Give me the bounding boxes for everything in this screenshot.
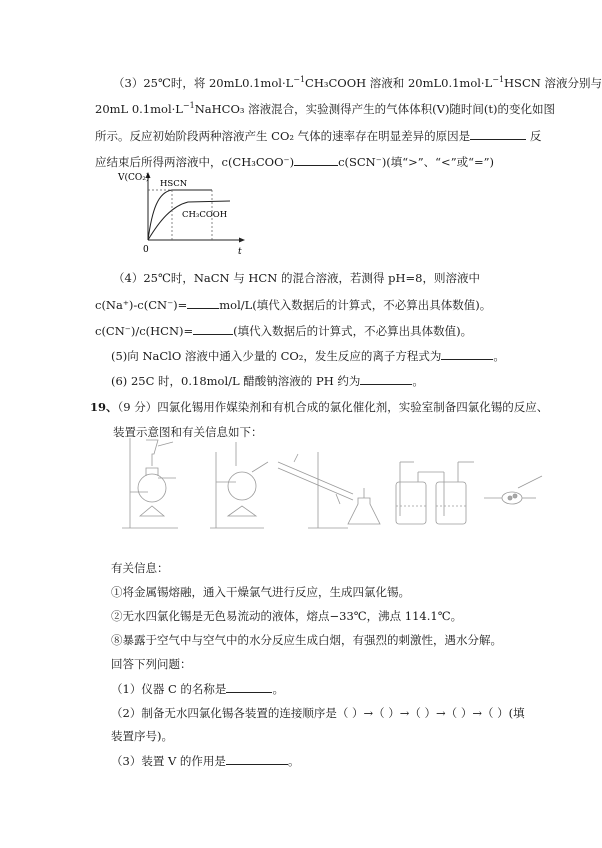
info-item-3: ⑧暴露于空气中与空气中的水分反应生成白烟，有强烈的刺激性，遇水分解。 [111,633,502,647]
ch3cooh-curve [148,201,230,240]
answer-blank[interactable] [226,680,272,693]
sub-question-3: （3）装置 V 的作用是 。 [111,754,300,768]
answer-blank[interactable] [294,153,338,166]
answer-blank[interactable] [441,347,493,360]
q3-line-3: 所示。反应初始阶段两种溶液产生 CO₂ 气体的速率存在明显差异的原因是 反 [95,129,542,143]
answer-blank[interactable] [470,127,526,140]
x-axis-arrow [239,238,245,243]
q19-line-2: 装置示意图和有关信息如下： [113,425,263,439]
sub-question-2-cont: 装置序号)。 [111,729,173,743]
apparatus-receiving-flask [348,488,380,524]
q3-line-1: （3）25℃时，将 $20mL0.1mol\cdot L^{-1}CH_3COOH$ 溶液和 $20mL0.1mol\cdot L^{-1}HSCN$ 溶液分别与 [113,75,602,90]
q6-line: (6) 25C 时，0.18mol/L 醋酸钠溶液的 PH 约为 。 [111,374,424,388]
hscn-label: HSCN [160,179,188,189]
q3-line-2: 20mL $0.1mol\cdot L^{-1}NaHCO_3$ 溶液混合，实验测得产生的气体体积(V)随时间(t)的变化如图 [95,101,556,116]
info-title: 有关信息： [111,561,169,575]
q4-line-2: c(Na⁺)-c(CN⁻)= mol/L(填代入数据后的计算式，不必算出具体数值)。 [95,298,492,312]
origin-label: 0 [143,245,149,255]
apparatus-flask-with-funnel [122,438,178,528]
apparatus-drying-tube [484,476,542,504]
q4-line-3: c(CN⁻)/c(HCN)= (填代入数据后的计算式，不必算出具体数值)。 [95,324,473,338]
ch3cooh-label: CH₃COOH [182,210,228,220]
answer-blank[interactable] [360,372,412,385]
info-item-2: ②无水四氯化锡是无色易流动的液体，熔点−33℃，沸点 114.1℃。 [111,609,463,623]
sub-question-1: （1）仪器 C 的名称是 。 [111,682,284,696]
q3-line-4: 应结束后所得两溶液中，c(CH₃COO⁻) c(SCN⁻)(填“>”、“<”或“=”) [95,155,494,169]
apparatus-gas-washing-bottles [396,462,474,524]
apparatus-reaction-flask [210,442,268,528]
apparatus-condenser [278,452,353,528]
answer-prompt: 回答下列问题： [111,657,192,671]
x-axis-label: t [238,247,242,257]
q4-line-1: （4）25℃时，NaCN 与 HCN 的混合溶液，若测得 pH=8，则溶液中 [113,271,480,285]
q19-line-1: 19、（9 分）四氯化锡用作媒染剂和有机合成的氯化催化剂，实验室制备四氯化锡的反应、 [90,400,549,414]
answer-blank[interactable] [226,752,288,765]
info-item-1: ①将金属锡熔融，通入干燥氯气进行反应，生成四氯化锡。 [111,585,410,599]
volume-time-graph [118,170,250,258]
answer-blank[interactable] [187,296,219,309]
answer-blank[interactable] [193,322,233,335]
apparatus-diagram [118,432,558,532]
sub-question-2: （2）制备无水四氯化锡各装置的连接顺序是（ ）→（ ）→（ ）→（ ）→（ ）(填 [111,706,525,720]
y-axis-label: V(CO₂) [118,173,150,183]
q5-line: (5)向 NaClO 溶液中通入少量的 CO₂，发生反应的离子方程式为 。 [111,349,505,363]
